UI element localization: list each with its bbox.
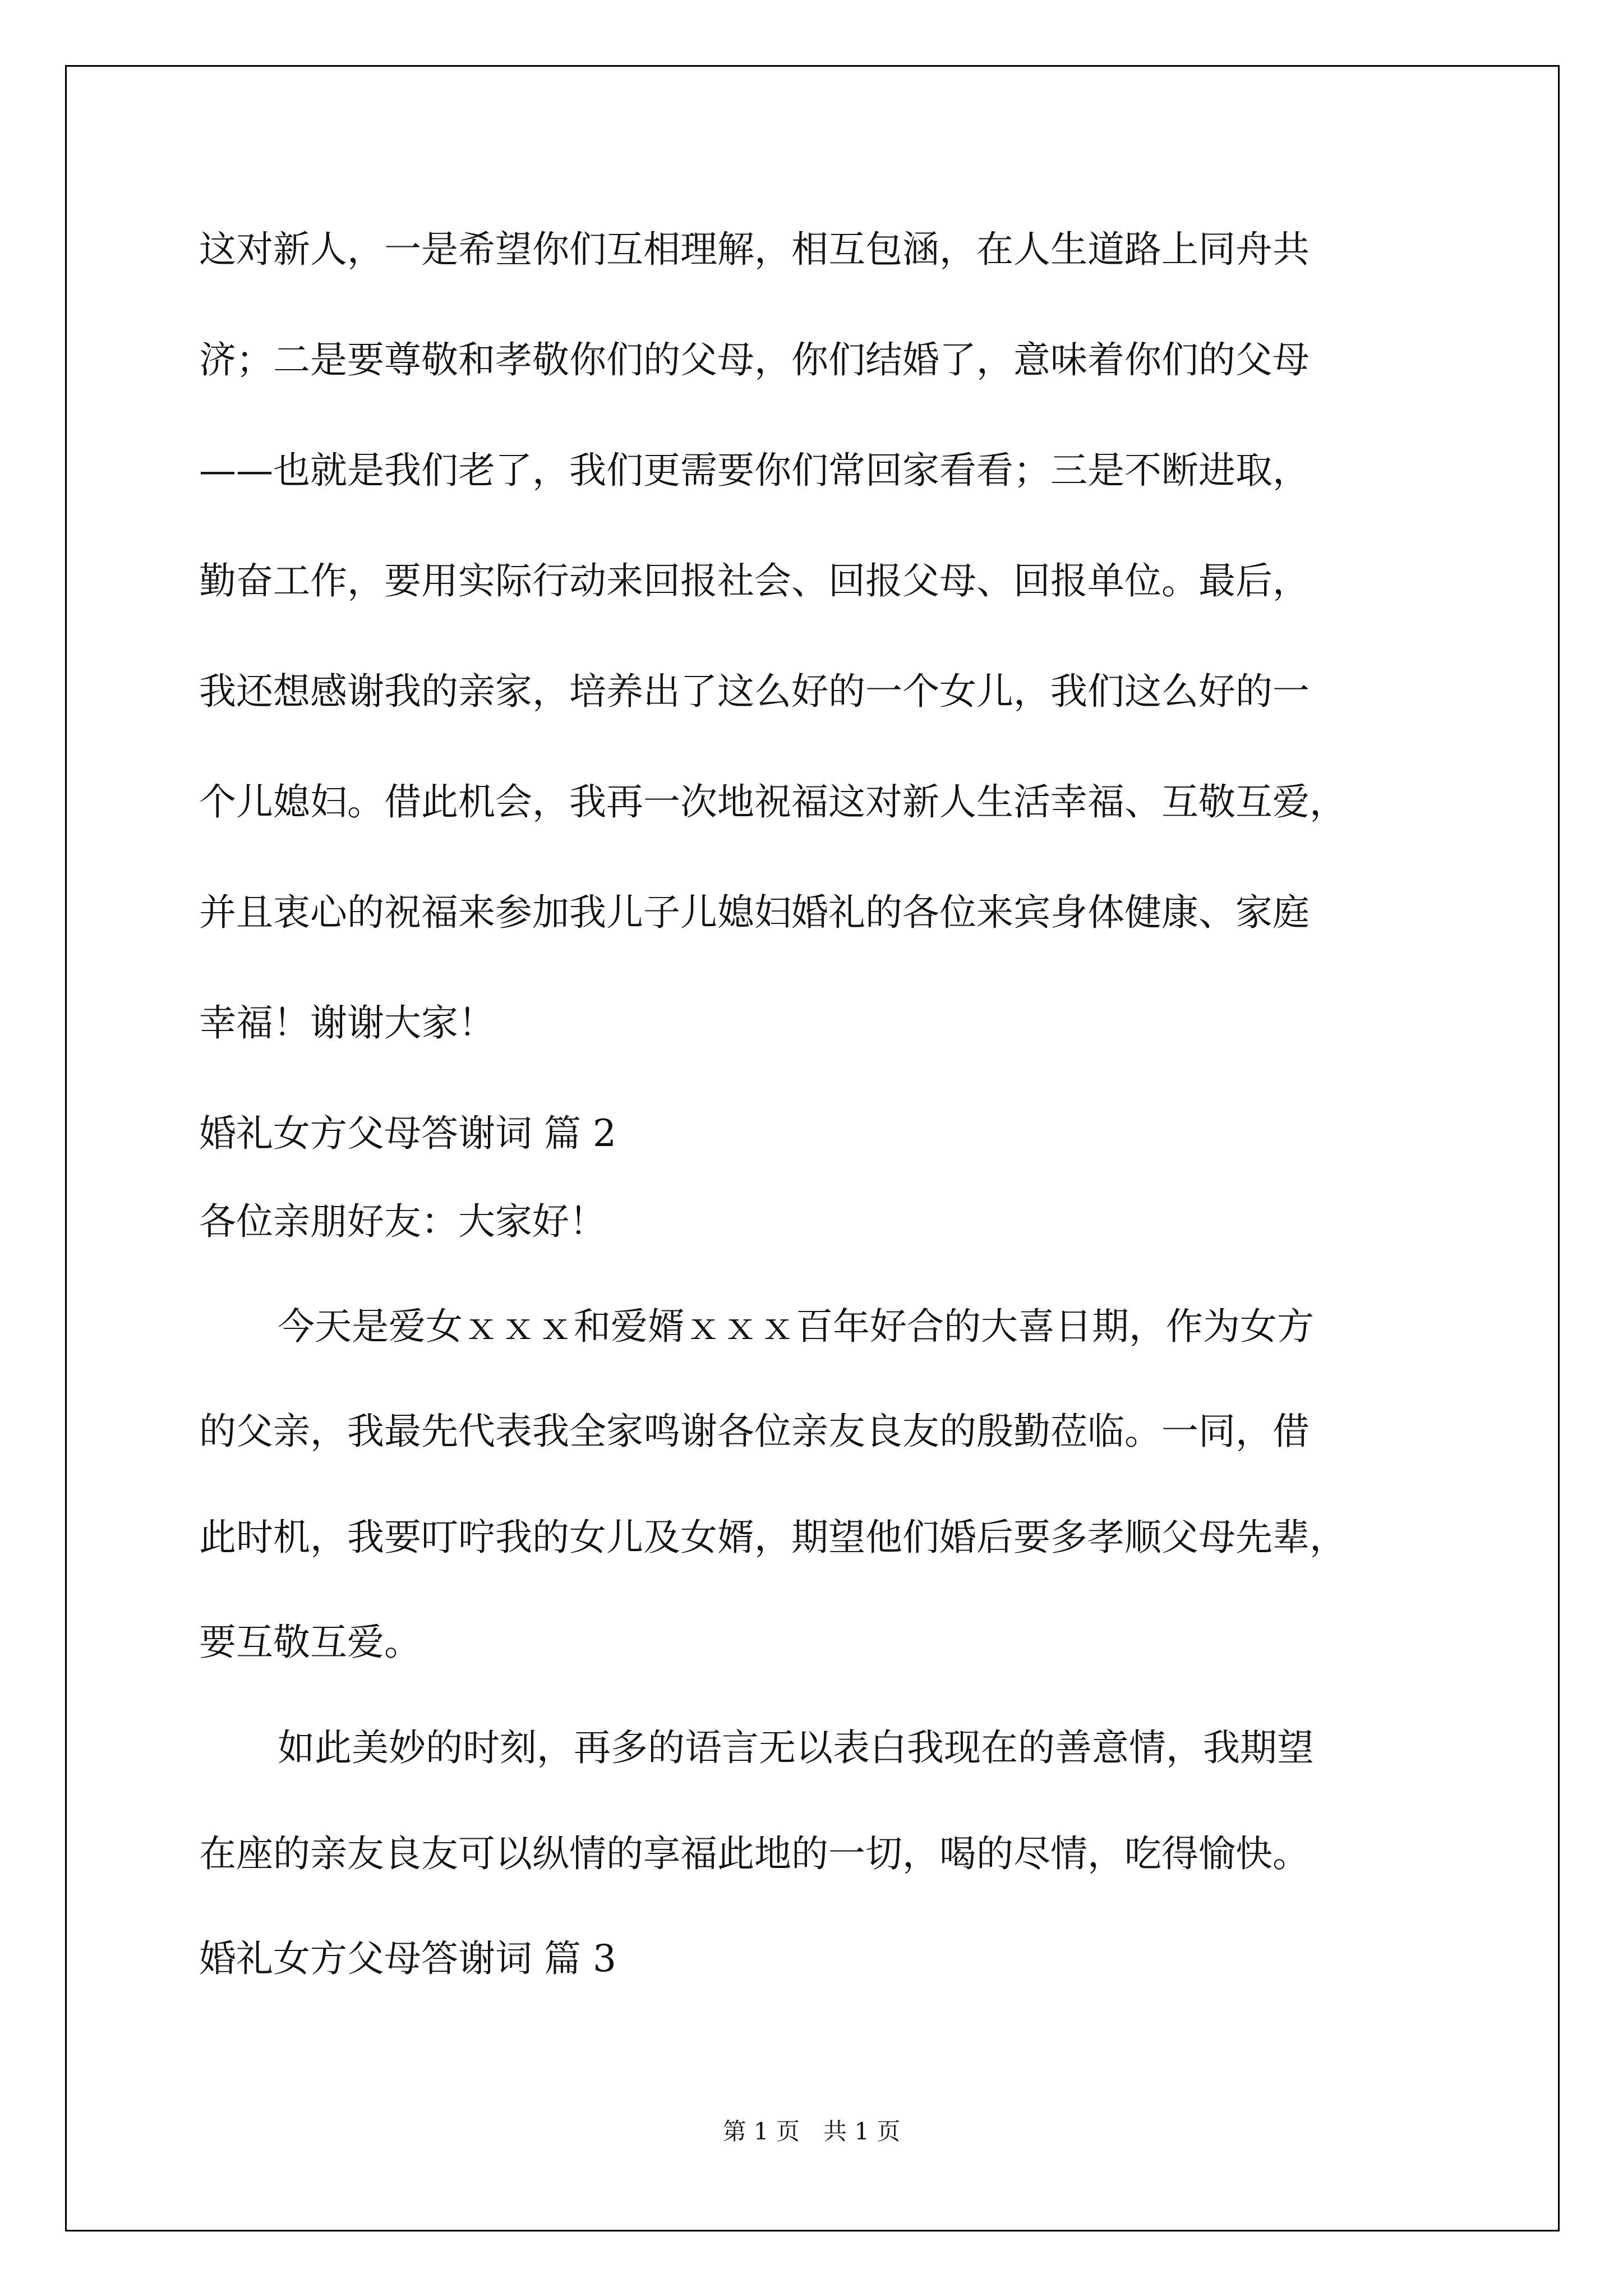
body-line: 我还想感谢我的亲家，培养出了这么好的一个女儿，我们这么好的一: [199, 670, 1310, 713]
body-line: 济；二是要尊敬和孝敬你们的父母，你们结婚了，意味着你们的父母: [199, 338, 1310, 381]
body-line: 要互敬互爱。: [199, 1621, 421, 1664]
body-line: 勤奋工作，要用实际行动来回报社会、回报父母、回报单位。最后，: [199, 559, 1310, 602]
body-line: ——也就是我们老了，我们更需要你们常回家看看；三是不断进取，: [199, 449, 1310, 492]
body-line: 这对新人，一是希望你们互相理解，相互包涵，在人生道路上同舟共: [199, 228, 1310, 271]
body-line: 幸福！谢谢大家！: [199, 1001, 495, 1045]
body-line: 在座的亲友良友可以纵情的享福此地的一切，喝的尽情，吃得愉快。: [199, 1832, 1310, 1875]
section-heading: 婚礼女方父母答谢词 篇 2: [199, 1112, 616, 1155]
body-line: 并且衷心的祝福来参加我儿子儿媳妇婚礼的各位来宾身体健康、家庭: [199, 891, 1310, 934]
salutation: 各位亲朋好友：大家好！: [199, 1200, 606, 1243]
body-line: 此时机，我要叮咛我的女儿及女婿，期望他们婚后要多孝顺父母先辈，: [199, 1516, 1347, 1559]
body-line: 的父亲，我最先代表我全家鸣谢各位亲友良友的殷勤莅临。一同，借: [199, 1410, 1310, 1453]
page-footer: 第 1 页 共 1 页: [722, 2118, 901, 2145]
section-heading: 婚礼女方父母答谢词 篇 3: [199, 1937, 616, 1980]
body-line: 个儿媳妇。借此机会，我再一次地祝福这对新人生活幸福、互敬互爱，: [199, 780, 1347, 823]
body-line: 如此美妙的时刻，再多的语言无以表白我现在的善意情，我期望: [278, 1726, 1314, 1769]
body-line: 今天是爱女ｘｘｘ和爱婿ｘｘｘ百年好合的大喜日期，作为女方: [278, 1305, 1314, 1348]
